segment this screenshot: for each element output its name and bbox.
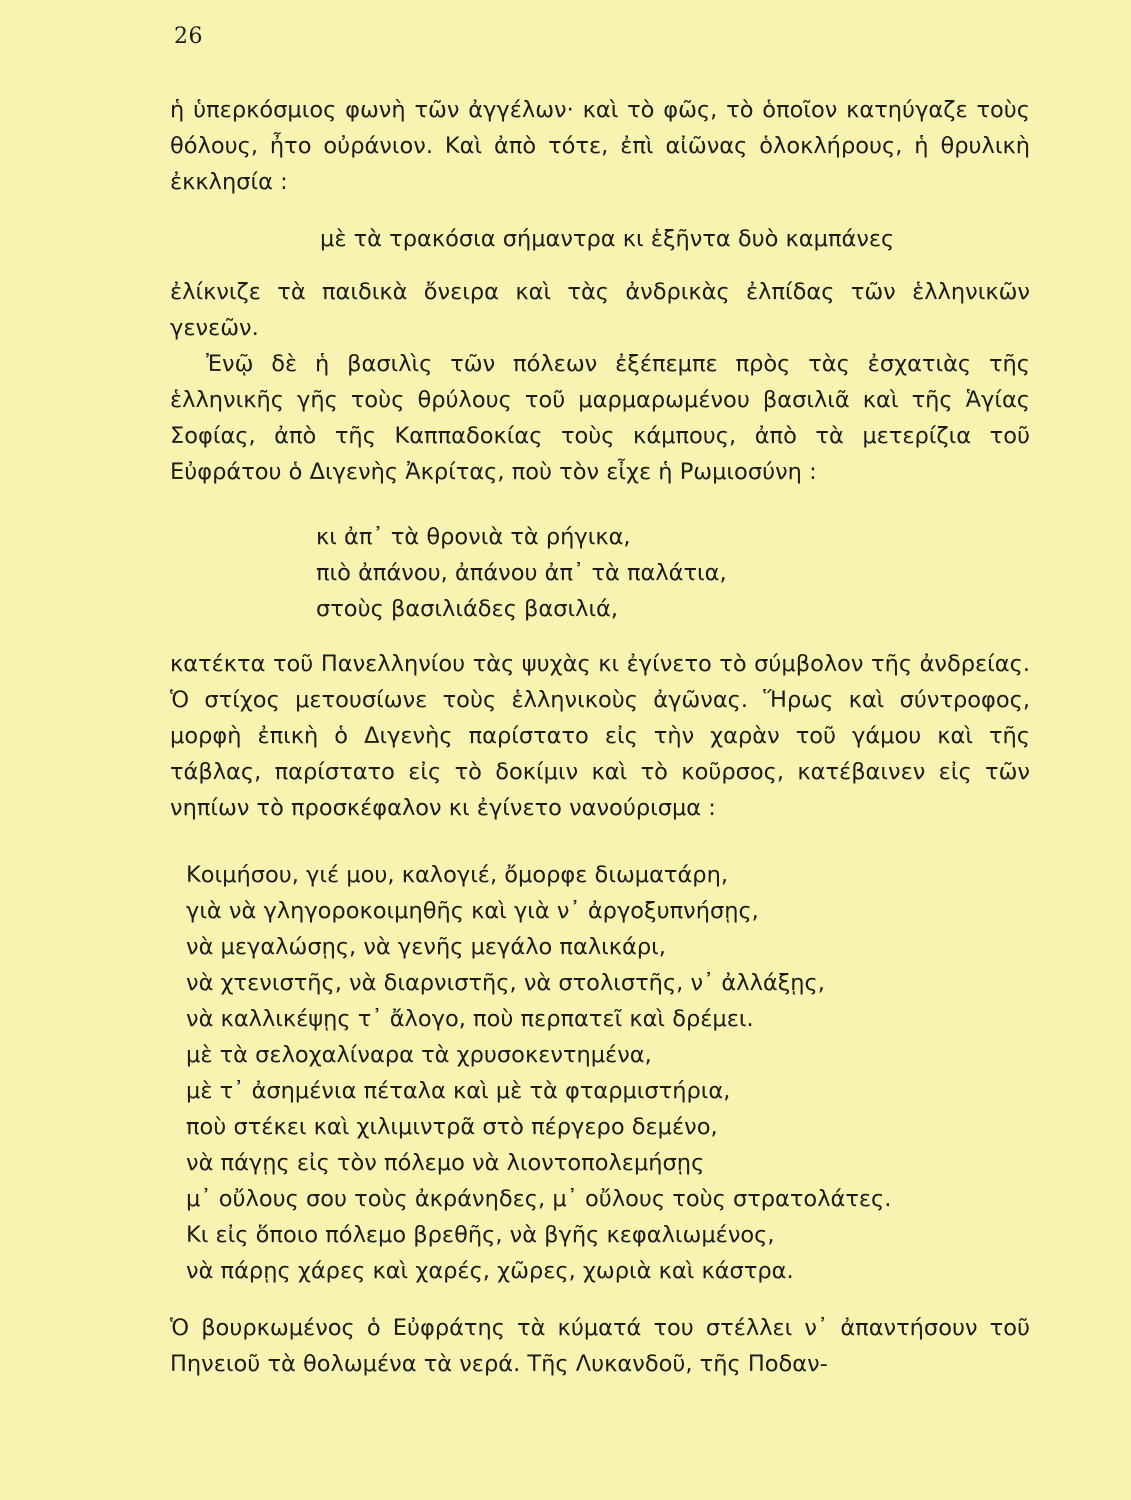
verse-2-line: στοὺς βασιλιάδες βασιλιά, xyxy=(316,596,619,622)
verse-3-line: νὰ πάγῃς εἰς τὸν πόλεμο νὰ λιοντοπολεμήσῃς xyxy=(186,1150,705,1176)
verse-3-line: μ᾿ οὔλους σου τοὺς ἀκράνηδες, μ᾿ οὔλους τοὺς στρατολάτες. xyxy=(186,1186,892,1212)
verse-1-line: μὲ τὰ τρακόσια σήμαντρα κι ἑξῆντα δυὸ καμπάνες xyxy=(320,226,895,252)
verse-3-line: μὲ τὰ σελοχαλίναρα τὰ χρυσοκεντημένα, xyxy=(186,1042,652,1068)
paragraph-1 xyxy=(170,92,1030,200)
paragraph-2a-text: ἐλίκνιζε τὰ παιδικὰ ὄνειρα καὶ τὰς ἀνδρικὰς ἐλπίδας τῶν ἑλληνικῶν γενεῶν. xyxy=(170,279,1030,341)
paragraph-2 xyxy=(170,274,1030,490)
paragraph-3 xyxy=(170,646,1030,826)
verse-3-line: νὰ μεγαλώσῃς, νὰ γενῆς μεγάλο παλικάρι, xyxy=(186,934,666,960)
verse-3-line: νὰ πάρῃς χάρες καὶ χαρές, χῶρες, χωριὰ καὶ κάστρα. xyxy=(186,1258,794,1284)
verse-3-line: νὰ χτενιστῆς, νὰ διαρνιστῆς, νὰ στολιστῆς, ν᾿ ἀλλάξῃς, xyxy=(186,970,825,996)
verse-3-line: μὲ τ᾿ ἀσημένια πέταλα καὶ μὲ τὰ φταρμιστήρια, xyxy=(186,1078,731,1104)
paragraph-4-text: Ὁ βουρκωμένος ὁ Εὐφράτης τὰ κύματά του στέλλει ν᾿ ἀπαντήσουν τοῦ Πηνειοῦ τὰ θολωμένα τὰ νερά. Τῆς Λυκανδοῦ, τῆς Ποδαν- xyxy=(170,1315,1030,1377)
verse-3-line: Κοιμήσου, γιέ μου, καλογιέ, ὄμορφε διωματάρη, xyxy=(186,862,728,888)
verse-2-line: πιὸ ἀπάνου, ἀπάνου ἀπ᾿ τὰ παλάτια, xyxy=(316,560,727,586)
paragraph-4 xyxy=(170,1310,1030,1382)
verse-2-line: κι ἀπ᾿ τὰ θρονιὰ τὰ ρήγικα, xyxy=(316,524,631,550)
paragraph-3-text: κατέκτα τοῦ Πανελληνίου τὰς ψυχὰς κι ἐγίνετο τὸ σύμβολον τῆς ἀνδρείας. Ὁ στίχος μετουσίωνε τοὺς ἑλληνικοὺς ἀγῶνας. Ἥρως καὶ σύντροφος, μορφὴ ἐπικὴ ὁ Διγενὴς παρίστατο εἰς τὴν χαρὰν τοῦ γάμου καὶ τῆς τάβλας, παρίστατο εἰς τὸ δοκίμιν καὶ τὸ κοῦρσος, κατέβαινεν εἰς τῶν νηπίων τὸ προσκέφαλον κι ἐγίνετο νανούρισμα : xyxy=(170,651,1030,821)
verse-3-line: ποὺ στέκει καὶ χιλιμιντρᾶ στὸ πέργερο δεμένο, xyxy=(186,1114,718,1140)
verse-3-line: νὰ καλλικέψῃς τ᾿ ἄλογο, ποὺ περπατεῖ καὶ δρέμει. xyxy=(186,1006,754,1032)
page-number: 26 xyxy=(174,24,203,49)
verse-3-line: Κι εἰς ὅποιο πόλεμο βρεθῆς, νὰ βγῆς κεφαλιωμένος, xyxy=(186,1222,775,1248)
paragraph-1-text: ἡ ὑπερκόσμιος φωνὴ τῶν ἀγγέλων· καὶ τὸ φῶς, τὸ ὁποῖον κατηύγαζε τοὺς θόλους, ἦτο οὐράνιον. Καὶ ἀπὸ τότε, ἐπὶ αἰῶνας ὁλοκλήρους, ἡ θρυλικὴ ἐκκλησία : xyxy=(170,97,1030,195)
verse-3-line: γιὰ νὰ γληγοροκοιμηθῆς καὶ γιὰ ν᾿ ἀργοξυπνήσῃς, xyxy=(186,898,759,924)
paragraph-2b-text: Ἐνῷ δὲ ἡ βασιλὶς τῶν πόλεων ἐξέπεμπε πρὸς τὰς ἐσχατιὰς τῆς ἑλληνικῆς γῆς τοὺς θρύλους τοῦ μαρμαρωμένου βασιλιᾶ καὶ τῆς Ἁγίας Σοφίας, ἀπὸ τῆς Καππαδοκίας τοὺς κάμπους, ἀπὸ τὰ μετερίζια τοῦ Εὐφράτου ὁ Διγενὴς Ἀκρίτας, ποὺ τὸν εἶχε ἡ Ρωμιοσύνη : xyxy=(170,351,1030,485)
